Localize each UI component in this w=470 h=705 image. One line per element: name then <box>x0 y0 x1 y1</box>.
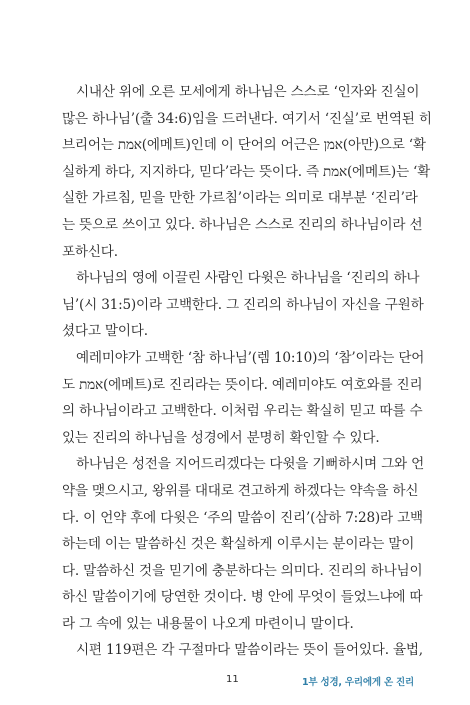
text-line: 브리어는 אמת(에메트)인데 이 단어의 어근은 אמן(아만)으로 ‘확 <box>62 137 426 154</box>
text-line: 하신 말씀이기에 당연한 것이다. 병 안에 무엇이 들었느냐에 따 <box>62 589 423 606</box>
text-line: 약을 맺으시고, 왕위를 대대로 견고하게 하겠다는 약속을 하신 <box>62 482 419 499</box>
text-line: 도 אמת(에메트)로 진리라는 뜻이다. 예레미야도 여호와를 진리 <box>62 376 423 393</box>
text-line: 하는데 이는 말씀하신 것은 확실하게 이루시는 분이라는 말이 <box>62 536 415 553</box>
text-line: 실하게 하다, 지지하다, 믿다’라는 뜻이다. 즉 אמת(에메트)는 ‘확 <box>62 163 431 180</box>
text-line: 다. 이 언약 후에 다윗은 ‘주의 말씀이 진리’(삼하 7:28)라 고백 <box>62 509 423 526</box>
text-line: 의 하나님이라고 고백한다. 이처럼 우리는 확실히 믿고 따를 수 <box>62 403 423 420</box>
text-line: 하나님은 성전을 지어드리겠다는 다윗을 기뻐하시며 그와 언 <box>76 456 425 473</box>
text-line: 는 뜻으로 쓰이고 있다. 하나님은 스스로 진리의 하나님이라 선 <box>62 216 423 233</box>
body-text <box>62 79 432 664</box>
text-line: 많은 하나님’(출 34:6)임을 드러낸다. 여기서 ‘진실’로 번역된 히 <box>62 110 432 127</box>
text-line: 있는 진리의 하나님을 성경에서 분명히 확인할 수 있다. <box>62 429 380 446</box>
running-head: 1부 성경, 우리에게 온 진리 <box>301 677 414 688</box>
paragraph-2 <box>62 265 424 345</box>
paragraph-3 <box>62 345 425 451</box>
text-line: 시내산 위에 오른 모세에게 하나님은 스스로 ‘인자와 진실이 <box>76 84 420 100</box>
text-line: 예레미야가 고백한 ‘참 하나님’(렘 10:10)의 ‘참’이라는 단어 <box>76 349 425 366</box>
text-line: 포하신다. <box>62 243 118 260</box>
text-line: 실한 가르침, 믿을 만한 가르침’이라는 의미로 대부분 ‘진리’라 <box>62 190 418 207</box>
page-footer <box>0 674 470 690</box>
text-line: 님’(시 31:5)이라 고백한다. 그 진리의 하나님이 자신을 구원하 <box>62 296 424 313</box>
page-number: 11 <box>226 674 239 685</box>
paragraph-4 <box>62 451 425 637</box>
text-line: 하나님의 영에 이끌린 사람인 다윗은 하나님을 ‘진리의 하나 <box>76 270 420 287</box>
text-line: 라 그 속에 있는 내용물이 나오게 마련이니 말이다. <box>62 615 354 632</box>
paragraph-5 <box>62 637 423 664</box>
text-line: 시편 119편은 각 구절마다 말씀이라는 뜻이 들어있다. 율법, <box>76 642 423 659</box>
text-line: 다. 말씀하신 것을 믿기에 충분하다는 의미다. 진리의 하나님이 <box>62 562 423 579</box>
paragraph-1 <box>62 79 432 265</box>
text-line: 셨다고 말이다. <box>62 323 148 340</box>
